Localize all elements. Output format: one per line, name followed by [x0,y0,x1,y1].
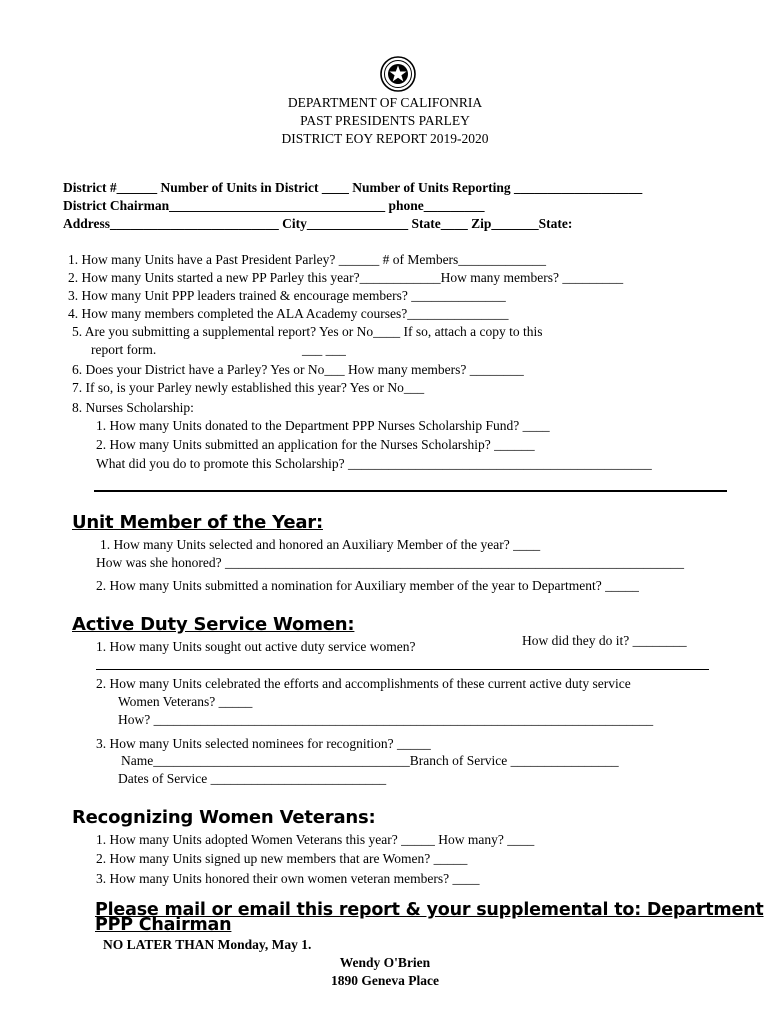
unit-member-title: Unit Member of the Year: [72,512,323,533]
district-chairman-row: District Chairman________________________________ phone_________ [63,198,485,213]
question-6: 6. Does your District have a Parley? Yes or No___ How many members? ________ [72,362,524,377]
women-veterans-question-2: 2. How many Units signed up new members that are Women? _____ [96,851,468,866]
active-duty-question-1: 1. How many Units sought out active duty service women? [96,639,416,654]
unit-member-question-1: 1. How many Units selected and honored an Auxiliary Member of the year? ____ [100,537,541,552]
women-veterans-question-3: 3. How many Units honored their own women veteran members? ____ [96,871,480,886]
emblem-logo-icon [380,56,416,92]
question-2: 2. How many Units started a new PP Parley this year?____________How many members? _________ [68,270,624,285]
question-8-1: 1. How many Units donated to the Department PPP Nurses Scholarship Fund? ____ [96,418,550,433]
header-line-1: DEPARTMENT OF CALIFONRIA [287,95,483,110]
question-5: 5. Are you submitting a supplemental report? Yes or No____ If so, attach a copy to this [72,324,543,339]
header-line-3: DISTRICT EOY REPORT 2019-2020 [281,131,489,146]
active-duty-question-3: 3. How many Units selected nominees for recognition? _____ [96,736,431,751]
chairman-name: Wendy O'Brien [339,955,431,970]
question-1: 1. How many Units have a Past President Parley? ______ # of Members_____________ [68,252,547,267]
women-veterans-question-1: 1. How many Units adopted Women Veterans this year? _____ How many? ____ [96,832,535,847]
district-info-row: District #______ Number of Units in District ____ Number of Units Reporting ___________________ [63,180,643,195]
active-duty-question-1b: How did they do it? ________ [522,633,687,648]
address-row: Address_________________________ City_______________ State____ Zip_______State: [63,216,573,231]
question-7: 7. If so, is your Parley newly established this year? Yes or No___ [72,380,425,395]
divider-line [94,490,727,492]
question-8-2: 2. How many Units submitted an application for the Nurses Scholarship? ______ [96,437,535,452]
active-duty-question-3c: Dates of Service __________________________ [118,771,387,786]
women-veterans-title: Recognizing Women Veterans: [72,807,376,828]
active-duty-title: Active Duty Service Women: [72,614,355,635]
active-duty-question-3b: Name______________________________________Branch of Service ________________ [121,753,619,768]
unit-member-question-2: 2. How many Units submitted a nomination for Auxiliary member of the year to Department? _____ [96,578,639,593]
deadline-text: NO LATER THAN Monday, May 1. [103,937,312,952]
question-5-blanks: ___ ___ [302,342,346,357]
question-3: 3. How many Unit PPP leaders trained & encourage members? ______________ [68,288,506,303]
active-duty-question-2b: Women Veterans? _____ [118,694,253,709]
question-8-3: What did you do to promote this Scholarship? _____________________________________________ [96,456,652,471]
active-duty-question-2c: How? __________________________________________________________________________ [118,712,654,727]
mail-instruction-line-1: Please mail or email this report & your supplemental to: Department [95,900,764,920]
question-4: 4. How many members completed the ALA Academy courses?_______________ [68,306,509,321]
chairman-address: 1890 Geneva Place [331,973,439,988]
active-duty-answer-line [96,669,709,670]
unit-member-question-1b: How was she honored? ____________________________________________________________________ [96,555,684,570]
active-duty-question-2: 2. How many Units celebrated the efforts and accomplishments of these current active duty service [96,676,631,691]
header-line-2: PAST PRESIDENTS PARLEY [300,113,470,128]
mail-instruction-line-2: PPP Chairman [95,915,232,935]
question-5-continued: report form. [91,342,157,357]
question-8-nurses-scholarship: 8. Nurses Scholarship: [72,400,194,415]
